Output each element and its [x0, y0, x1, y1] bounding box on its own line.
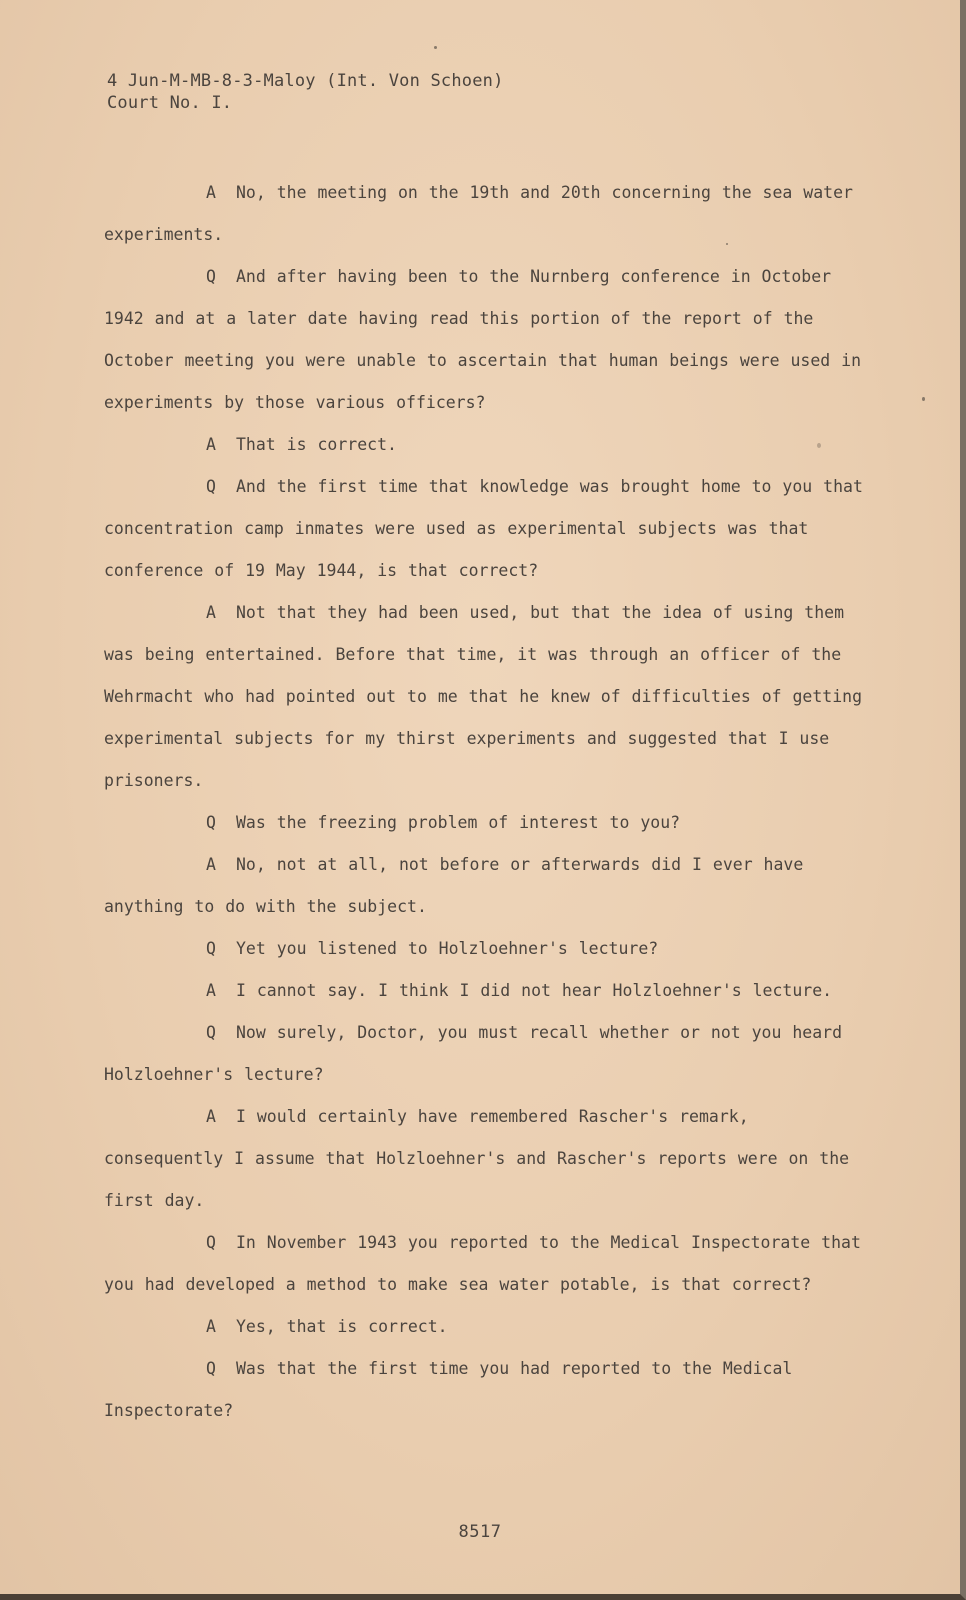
transcript-paragraph: [104, 844, 874, 928]
paragraph-text: Was that the first time you had reported to the Medical Inspectorate?: [104, 1359, 793, 1420]
transcript-paragraph: [104, 172, 874, 256]
speaker-label: Q: [206, 813, 216, 832]
page-number: 8517: [458, 1522, 502, 1542]
paragraph-text: That is correct.: [236, 435, 397, 454]
speaker-label: Q: [206, 939, 216, 958]
transcript-paragraph: [104, 1096, 874, 1222]
transcript-paragraph: [104, 970, 874, 1012]
document-header: [107, 70, 504, 114]
paragraph-text: Not that they had been used, but that the idea of using them was being entertained. Before that time, it was through an officer of the Wehrmacht who had pointed out to me that he knew of difficulties of getting experimental subjects for my thirst experiments and suggested that I use prisoners.: [104, 603, 863, 790]
header-session-line: 4 Jun-M-MB-8-3-Maloy (Int. Von Schoen): [107, 71, 504, 91]
transcript-paragraph: [104, 466, 874, 592]
paragraph-text: No, the meeting on the 19th and 20th concerning the sea water experiments.: [104, 183, 853, 244]
speaker-label: A: [206, 603, 216, 622]
speaker-label: A: [206, 981, 216, 1000]
paragraph-text: Yet you listened to Holzloehner's lecture?: [236, 939, 659, 958]
paragraph-text: Now surely, Doctor, you must recall whether or not you heard Holzloehner's lecture?: [104, 1023, 843, 1084]
speaker-label: Q: [206, 1359, 216, 1378]
speaker-label: Q: [206, 267, 216, 286]
speaker-label: A: [206, 1107, 216, 1126]
speaker-label: A: [206, 855, 216, 874]
speaker-label: A: [206, 1317, 216, 1336]
transcript-paragraph: [104, 1222, 874, 1306]
paper-speck: [434, 46, 437, 49]
paper-speck: [922, 397, 925, 401]
speaker-label: A: [206, 183, 216, 202]
transcript-paragraph: [104, 802, 874, 844]
transcript-paragraph: [104, 1012, 874, 1096]
paper-speck: [817, 443, 821, 448]
transcript-paragraph: [104, 256, 874, 424]
paragraph-text: Was the freezing problem of interest to you?: [236, 813, 681, 832]
transcript-paragraph: [104, 928, 874, 970]
transcript-paragraph: [104, 424, 874, 466]
transcript-body: [104, 172, 874, 1432]
speaker-label: Q: [206, 1233, 216, 1252]
speaker-label: Q: [206, 1023, 216, 1042]
speaker-label: A: [206, 435, 216, 454]
paragraph-text: And the first time that knowledge was brought home to you that concentration camp inmates were used as experimental subjects was that conference of 19 May 1944, is that correct?: [104, 477, 863, 580]
transcript-paragraph: [104, 1306, 874, 1348]
paragraph-text: I cannot say. I think I did not hear Holzloehner's lecture.: [236, 981, 833, 1000]
paragraph-text: I would certainly have remembered Rascher's remark, consequently I assume that Holzloehner's and Rascher's reports were on the first day.: [104, 1107, 850, 1210]
transcript-paragraph: [104, 1348, 874, 1432]
paragraph-text: No, not at all, not before or afterwards did I ever have anything to do with the subject.: [104, 855, 804, 916]
transcript-paragraph: [104, 592, 874, 802]
paragraph-text: In November 1943 you reported to the Medical Inspectorate that you had developed a method to make sea water potable, is that correct?: [104, 1233, 861, 1294]
paragraph-text: And after having been to the Nurnberg conference in October 1942 and at a later date having read this portion of the report of the October meeting you were unable to ascertain that human beings were used in experiments by those various officers?: [104, 267, 862, 412]
header-court-line: Court No. I.: [107, 93, 233, 113]
paragraph-text: Yes, that is correct.: [236, 1317, 448, 1336]
paper-speck: [726, 243, 728, 245]
speaker-label: Q: [206, 477, 216, 496]
